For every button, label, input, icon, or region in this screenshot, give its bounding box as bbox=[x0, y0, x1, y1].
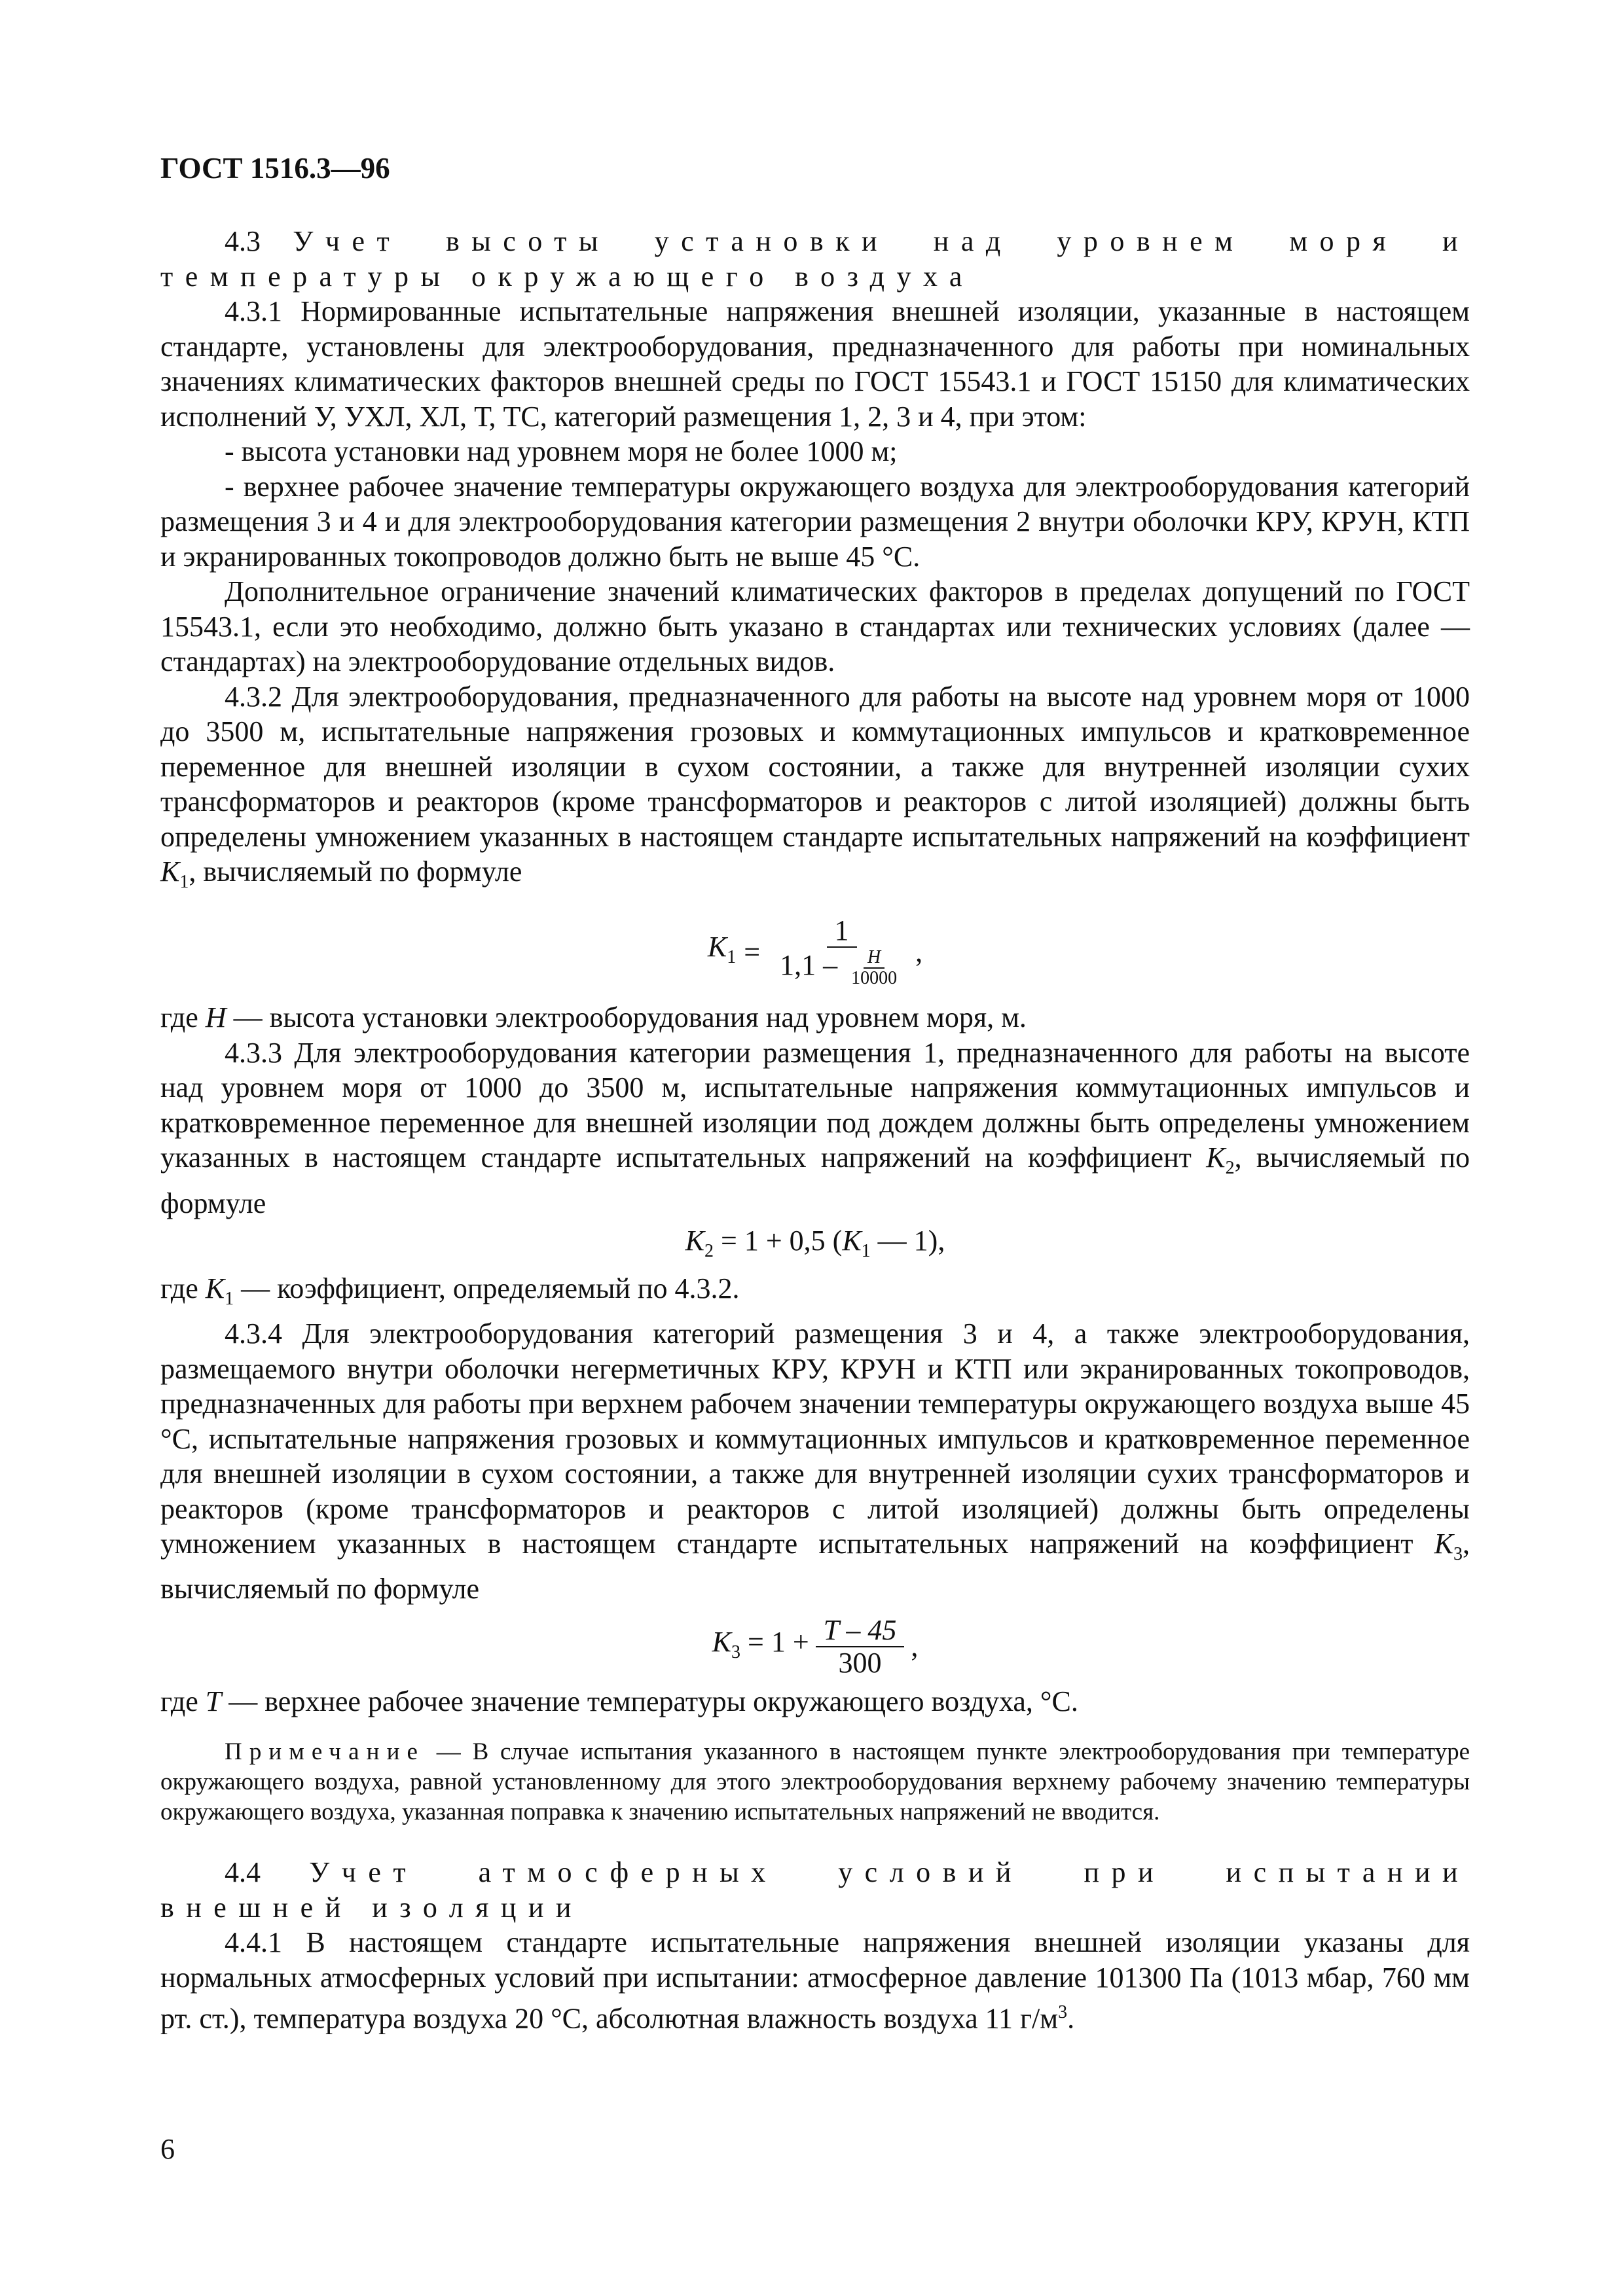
variable-k: K bbox=[205, 1272, 225, 1304]
fraction-denominator bbox=[775, 948, 909, 988]
section-number: 4.4 bbox=[225, 1856, 261, 1889]
formula-middle: = 1 + 0,5 ( bbox=[714, 1225, 843, 1257]
where-t bbox=[160, 1684, 1470, 1719]
section-title-text: Учет атмосферных условий при испытании внешней изоляции bbox=[160, 1856, 1470, 1924]
formula-tail: , bbox=[915, 935, 923, 968]
variable-t: T bbox=[205, 1685, 222, 1717]
variable-subscript: 1 bbox=[225, 1288, 234, 1309]
coefficient-subscript: 2 bbox=[1225, 1158, 1235, 1179]
formula-tail: — 1), bbox=[870, 1225, 945, 1257]
formula-lhs-subscript: 2 bbox=[704, 1240, 714, 1261]
variable-h: H bbox=[205, 1001, 227, 1034]
inner-numerator: H bbox=[864, 948, 884, 969]
coefficient-symbol: K bbox=[1434, 1528, 1453, 1560]
coefficient-subscript: 1 bbox=[179, 871, 189, 892]
where-k1 bbox=[160, 1271, 1470, 1316]
where-definition: — коэффициент, определяемый по 4.3.2. bbox=[241, 1272, 740, 1304]
paragraph-4-3-1: 4.3.1 Нормированные испытательные напряжения внешней изоляции, указанные в настоящем стандарте, установлены для электрооборудования, предназначенного для работы при номинальных значениях климатических факторов внешней среды по ГОСТ 15543.1 и ГОСТ 15150 для климатических исполнений У, УХЛ, ХЛ, Т, ТС, категорий размещения 1, 2, 3 и 4, при этом: bbox=[160, 295, 1470, 433]
document-page bbox=[160, 151, 1470, 2037]
formula-lhs: K bbox=[685, 1225, 705, 1257]
paragraph-text: 4.4.1 В настоящем стандарте испытательные напряжения внешней изоляции указаны для нормальных атмосферных условий при испытании: атмосферное давление 101300 Па (1013 мбар, 760 мм рт. ст.), температура воздуха 20 °С, абсолютная влажность воздуха 11 г/м bbox=[160, 1926, 1470, 2036]
section-4-3-title bbox=[160, 224, 1470, 294]
paragraph-text: 4.3.2 Для электрооборудования, предназначенного для работы на высоте над уровнем моря от 1000 до 3500 м, испытательные напряжения грозовых и коммутационных импульсов и кратковременное переменное для внешней изоляции в сухом состоянии, а также для внутренней изоляции сухих трансформаторов и реакторов (кроме трансформаторов и реакторов с литой изоляцией) должны быть определены умножением указанных в настоящем стандарте испытательных напряжений на коэффициент bbox=[160, 680, 1470, 853]
where-h bbox=[160, 1000, 1470, 1035]
paragraph-tail: , вычисляемый по формуле bbox=[160, 1528, 1470, 1605]
paragraph-4-3-4 bbox=[160, 1316, 1470, 1607]
paragraph-tail: , вычисляемый по формуле bbox=[160, 1141, 1470, 1219]
formula-k: K bbox=[842, 1225, 862, 1257]
formula-k-subscript: 1 bbox=[861, 1240, 871, 1261]
section-title-text: Учет высоты установки над уровнем моря и температуры окружающего воздуха bbox=[160, 225, 1470, 293]
formula-lhs-subscript: 3 bbox=[731, 1641, 741, 1662]
denominator-constant: 1,1 – bbox=[780, 949, 838, 982]
fraction-denominator: 300 bbox=[838, 1646, 882, 1679]
formula-lhs: K bbox=[712, 1625, 732, 1658]
document-header: ГОСТ 1516.3—96 bbox=[160, 152, 390, 185]
where-definition: — верхнее рабочее значение температуры окружающего воздуха, °С. bbox=[228, 1685, 1078, 1717]
paragraph-additional-limits: Дополнительное ограничение значений климатических факторов в пределах допущений по ГОСТ 15543.1, если это необходимо, должно быть указано в стандартах или технических условиях (далее — стандартах) на электрооборудование отдельных видов. bbox=[160, 575, 1470, 677]
inner-denominator: 10000 bbox=[851, 968, 898, 989]
where-word: где bbox=[160, 1001, 198, 1034]
unit-superscript: 3 bbox=[1058, 2002, 1068, 2023]
formula-k2 bbox=[160, 1223, 1470, 1268]
formula-equals: = bbox=[744, 935, 761, 968]
formula-fraction bbox=[775, 915, 909, 988]
formula-lhs: K bbox=[707, 930, 727, 963]
paragraph-text: 4.3.3 Для электрооборудования категории размещения 1, предназначенного для работы на высоте над уровнем моря от 1000 до 3500 м, испытательные напряжения коммутационных импульсов и кратковременное переменное для внешней изоляции под дождем должны быть определены умножением указанных в настоящем стандарте испытательных напряжений на коэффициент bbox=[160, 1036, 1470, 1174]
paragraph-4-3-3 bbox=[160, 1035, 1470, 1221]
formula-k3 bbox=[160, 1615, 1470, 1679]
paragraph-tail: , вычисляемый по формуле bbox=[189, 855, 522, 888]
where-definition: — высота установки электрооборудования над уровнем моря, м. bbox=[233, 1001, 1027, 1034]
fraction-numerator: T – 45 bbox=[816, 1615, 905, 1647]
coefficient-symbol: K bbox=[1206, 1141, 1226, 1174]
formula-tail: , bbox=[911, 1630, 919, 1663]
paragraph-4-3-2 bbox=[160, 679, 1470, 900]
paragraph-4-4-1 bbox=[160, 1925, 1470, 2036]
paragraph-tail: . bbox=[1067, 2003, 1075, 2036]
formula-fraction bbox=[816, 1615, 905, 1679]
section-4-4-title bbox=[160, 1855, 1470, 1925]
list-item-altitude: - высота установки над уровнем моря не более 1000 м; bbox=[225, 435, 898, 467]
note-block bbox=[160, 1737, 1470, 1827]
note-text: — В случае испытания указанного в настоящем пункте электрооборудования при температуре окружающего воздуха, равной установленному для этого электрооборудования верхнему рабочему значению температуры окружающего воздуха, указанная поправка к значению испытательных напряжений не вводится. bbox=[160, 1738, 1470, 1826]
list-item-temperature: - верхнее рабочее значение температуры окружающего воздуха для электрооборудования категорий размещения 3 и 4 и для электрооборудования категории размещения 2 внутри оболочки КРУ, КРУН, КТП и экранированных токопроводов должно быть не выше 45 °С. bbox=[160, 470, 1470, 573]
inner-fraction bbox=[847, 948, 901, 988]
note-label: Примечание bbox=[225, 1738, 425, 1766]
where-word: где bbox=[160, 1272, 198, 1304]
paragraph-text: 4.3.4 Для электрооборудования категорий размещения 3 и 4, а также электрооборудования, размещаемого внутри оболочки негерметичных КРУ, КРУН и КТП или экранированных токопроводов, предназначенных для работы при верхнем рабочем значении температуры окружающего воздуха выше 45 °С, испытательные напряжения грозовых и коммутационных импульсов и кратковременное переменное для внешней изоляции в сухом состоянии, а также для внутренней изоляции сухих трансформаторов и реакторов (кроме трансформаторов и реакторов с литой изоляцией) должны быть определены умножением указанных в настоящем стандарте испытательных напряжений на коэффициент bbox=[160, 1318, 1470, 1560]
formula-k1 bbox=[160, 915, 1470, 988]
coefficient-subscript: 3 bbox=[1453, 1543, 1463, 1564]
fraction-numerator: 1 bbox=[827, 915, 857, 948]
formula-middle: = 1 + bbox=[740, 1625, 809, 1658]
formula-lhs-subscript: 1 bbox=[727, 946, 737, 967]
where-word: где bbox=[160, 1685, 198, 1717]
section-number: 4.3 bbox=[225, 225, 261, 257]
page-number: 6 bbox=[160, 2133, 175, 2165]
coefficient-symbol: K bbox=[160, 855, 180, 888]
